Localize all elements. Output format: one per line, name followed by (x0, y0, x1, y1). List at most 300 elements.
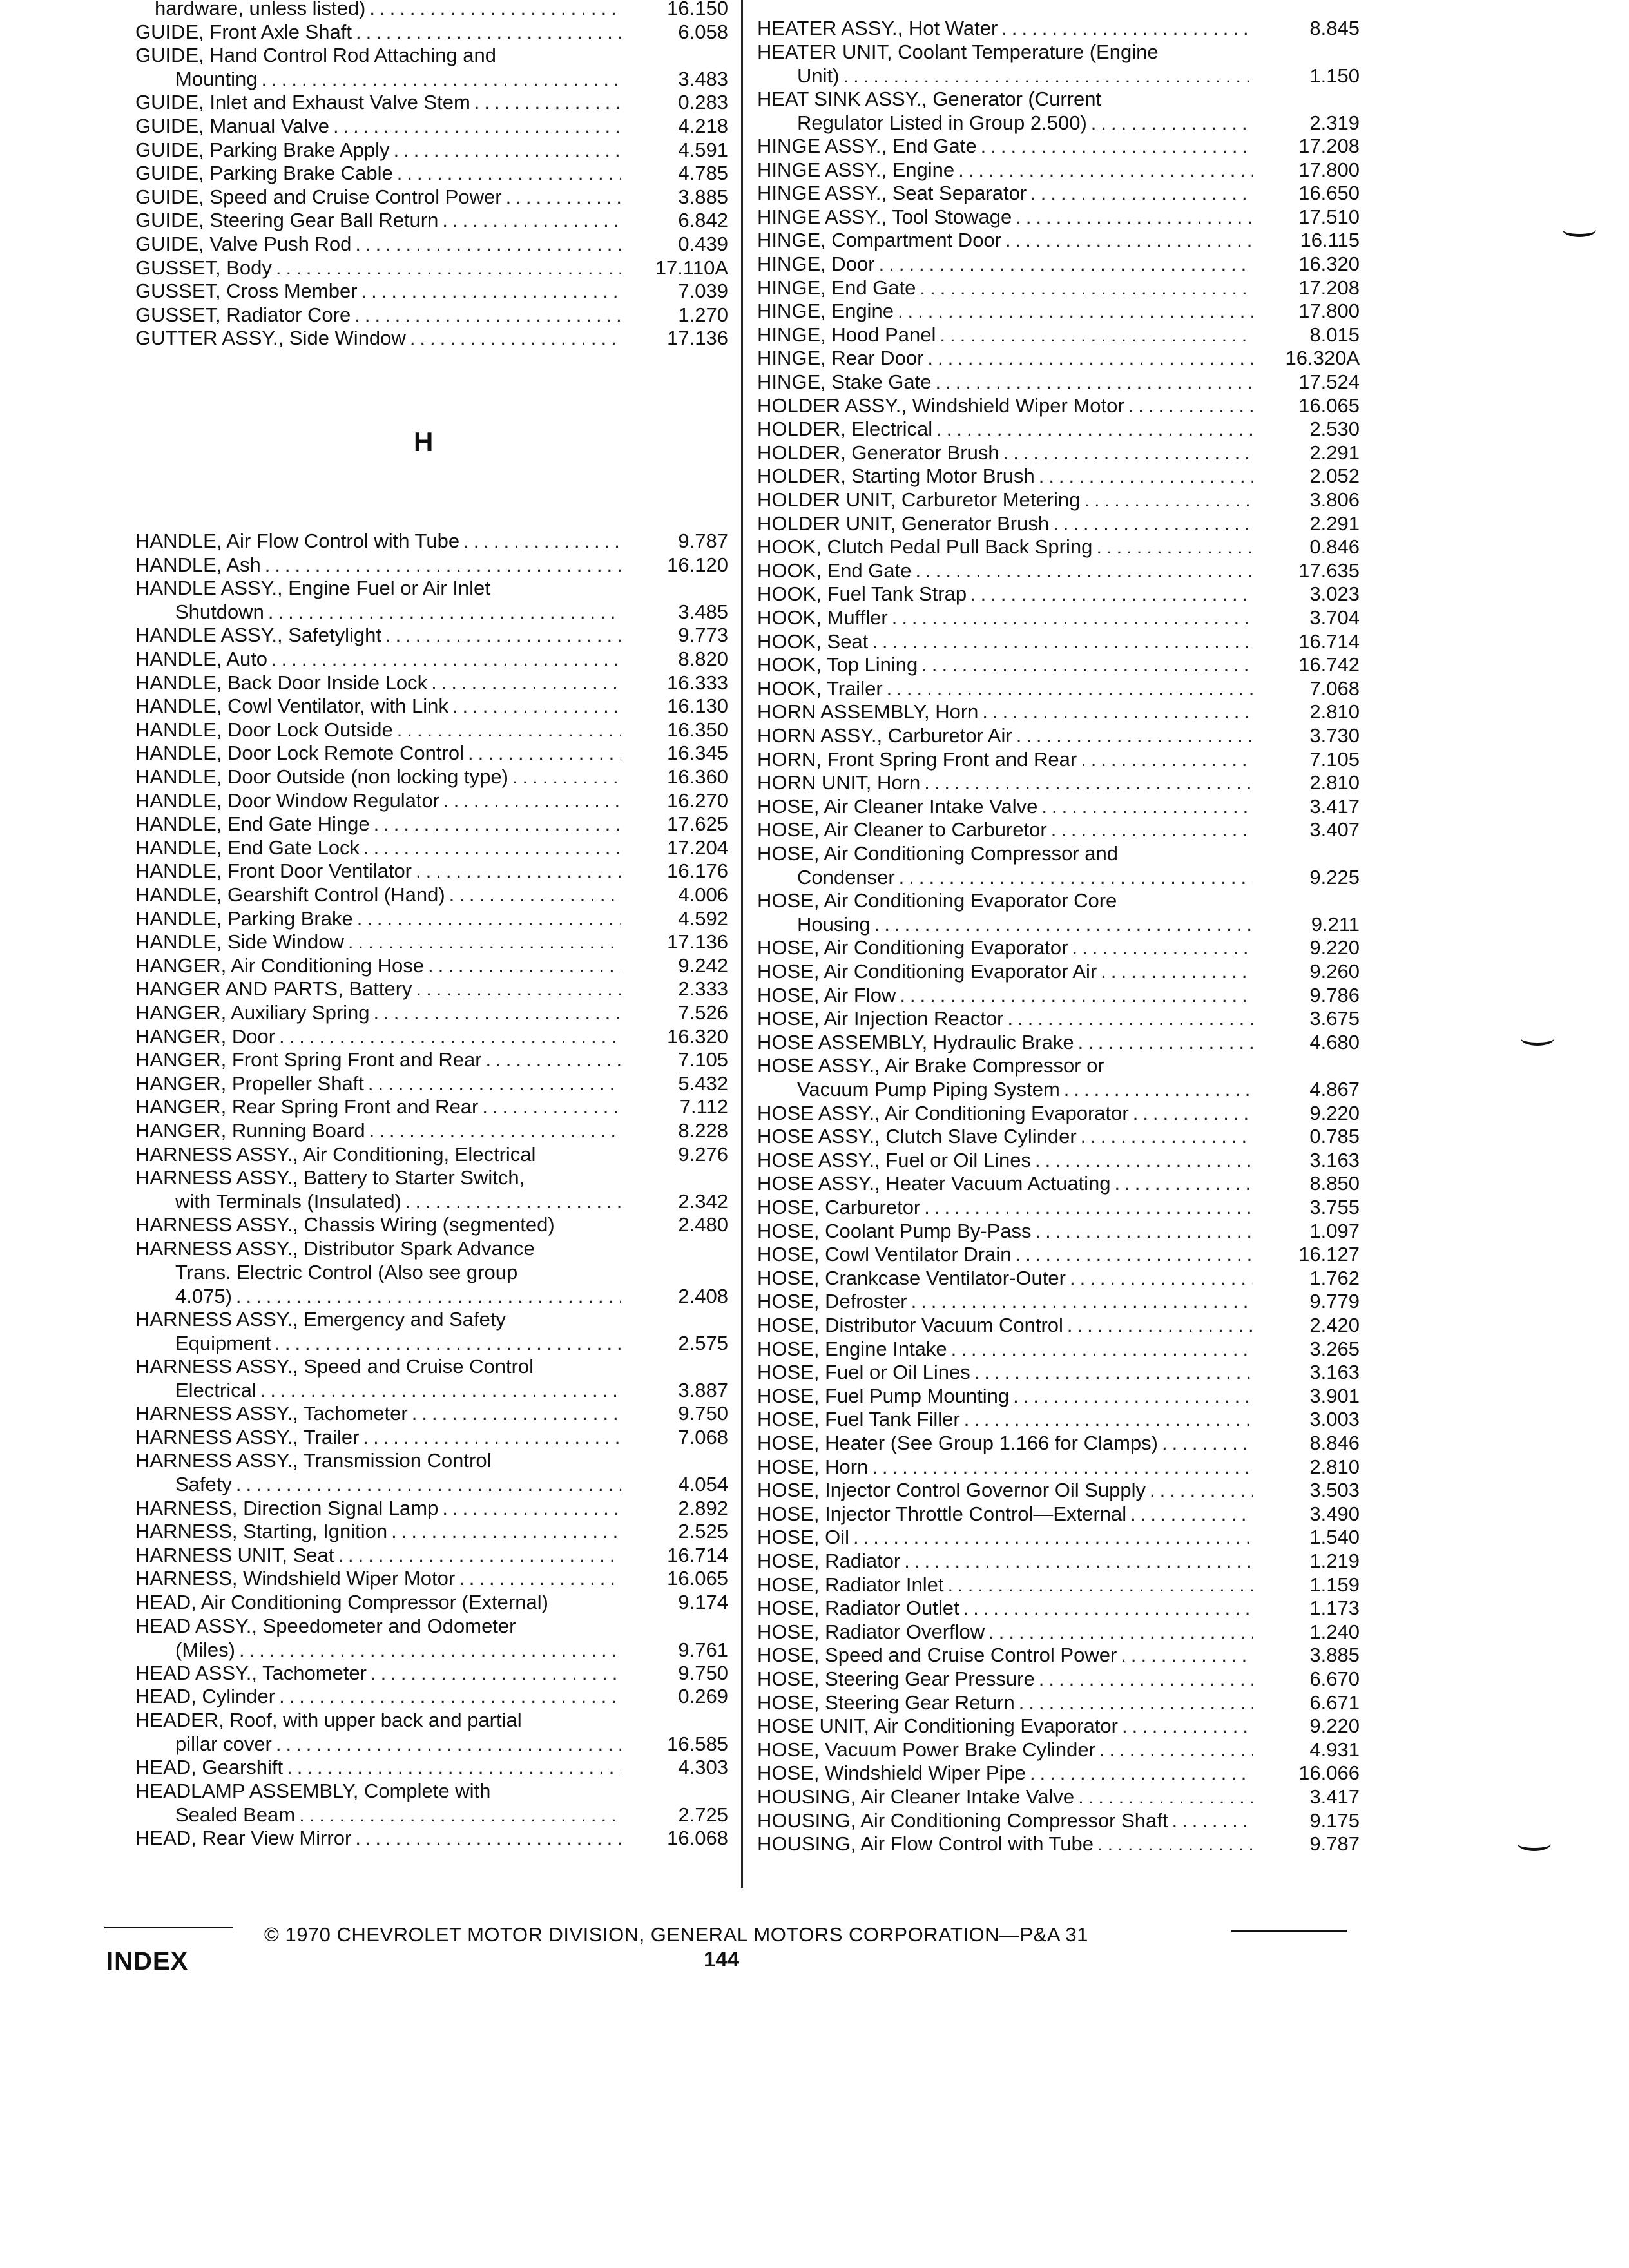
index-entry (757, 1714, 1360, 1738)
dot-leader (1128, 394, 1253, 418)
dot-leader (982, 700, 1253, 724)
entry-title: GUIDE, Parking Brake Apply (135, 138, 390, 161)
dot-leader (357, 907, 621, 930)
dot-leader (1162, 1431, 1253, 1455)
dot-leader (887, 677, 1253, 700)
entry-title: HEADLAMP ASSEMBLY, Complete with (135, 1779, 491, 1802)
entry-page-ref: 7.068 (1309, 677, 1360, 700)
entry-page-ref: 17.524 (1298, 370, 1360, 393)
index-entry (135, 1566, 728, 1590)
dot-leader (363, 836, 621, 860)
dot-leader (1001, 16, 1253, 40)
dot-leader (374, 812, 621, 836)
dot-leader (879, 252, 1253, 276)
entry-page-ref: 3.485 (678, 601, 728, 624)
entry-title: HANDLE, Door Lock Outside (135, 718, 393, 741)
dot-leader (1115, 1171, 1253, 1195)
dot-leader (449, 883, 621, 907)
entry-title: HOSE, Coolant Pump By-Pass (757, 1219, 1032, 1242)
index-entry (135, 1236, 728, 1308)
index-entry (135, 1142, 728, 1166)
dot-leader (512, 765, 621, 789)
entry-title: HOLDER ASSY., Windshield Wiper Motor (757, 394, 1124, 417)
dot-leader (911, 1289, 1253, 1313)
dot-leader (927, 346, 1253, 370)
entry-page-ref: 2.810 (1309, 700, 1360, 724)
entry-title: HOSE, Cowl Ventilator Drain (757, 1243, 1012, 1266)
entry-title: HANGER, Air Conditioning Hose (135, 954, 424, 977)
index-entry (135, 1401, 728, 1425)
entry-page-ref: 16.270 (667, 789, 728, 812)
dot-leader (1019, 1691, 1253, 1715)
entry-page-ref: 16.320A (1285, 347, 1360, 370)
dot-leader (452, 694, 621, 718)
index-entry (135, 647, 728, 671)
entry-title: HOSE, Radiator Overflow (757, 1620, 985, 1643)
entry-page-ref: 4.218 (678, 115, 728, 137)
entry-page-ref: 3.407 (1309, 818, 1360, 841)
index-entry (135, 1496, 728, 1520)
dot-leader (416, 977, 621, 1001)
index-entry (135, 20, 728, 44)
index-entry (757, 1384, 1360, 1408)
dot-leader (1133, 1101, 1253, 1125)
index-entry (757, 1242, 1360, 1266)
entry-title: HOSE, Air Conditioning Evaporator Air (757, 960, 1097, 983)
entry-title: HANDLE ASSY., Engine Fuel or Air Inlet (135, 577, 490, 600)
entry-page-ref: 16.150 (667, 0, 728, 19)
entry-page-ref: 0.269 (678, 1685, 728, 1708)
dot-leader (1051, 818, 1253, 841)
entry-continuation: Electrical (175, 1379, 256, 1401)
entry-page-ref: 4.054 (678, 1473, 728, 1496)
dot-leader (397, 718, 621, 742)
entry-title: HINGE, Hood Panel (757, 323, 936, 346)
dot-leader (1122, 1714, 1253, 1738)
entry-page-ref: 16.350 (667, 718, 728, 741)
entry-title: HOOK, Fuel Tank Strap (757, 582, 967, 606)
dot-leader (1121, 1643, 1253, 1667)
entry-page-ref: 2.525 (678, 1520, 728, 1543)
entry-title: HARNESS, Windshield Wiper Motor (135, 1567, 456, 1590)
index-entry (757, 464, 1360, 488)
entry-title: HEAD ASSY., Speedometer and Odometer (135, 1614, 516, 1637)
entry-page-ref: 16.115 (1300, 229, 1360, 252)
dot-leader (1084, 488, 1253, 512)
entry-title: HOUSING, Air Conditioning Compressor Shaft (757, 1809, 1168, 1832)
dot-leader (1053, 512, 1253, 535)
entry-title: HINGE ASSY., Seat Separator (757, 182, 1027, 205)
index-entry (757, 841, 1360, 889)
dot-leader (391, 1519, 621, 1543)
dot-leader (874, 912, 1253, 936)
index-entry (135, 138, 728, 162)
dot-leader (1039, 464, 1253, 488)
entry-continuation: Housing (797, 913, 871, 936)
entry-title: HOOK, Clutch Pedal Pull Back Spring (757, 535, 1093, 559)
entry-title: HANDLE, Door Lock Remote Control (135, 742, 464, 765)
entry-title: HOSE, Air Flow (757, 983, 896, 1006)
entry-title: GUSSET, Radiator Core (135, 303, 351, 326)
index-entry (135, 789, 728, 812)
entry-page-ref: 16.176 (667, 860, 728, 883)
dot-leader (1099, 1738, 1253, 1762)
entry-page-ref: 17.204 (667, 836, 728, 859)
index-entry (135, 1779, 728, 1827)
dot-leader (1041, 794, 1253, 818)
dot-leader (361, 279, 621, 303)
entry-title: HOSE, Crankcase Ventilator-Outer (757, 1266, 1066, 1289)
entry-title: HOSE, Engine Intake (757, 1337, 947, 1360)
dot-leader (271, 647, 621, 671)
entry-page-ref: 9.260 (1309, 960, 1360, 983)
index-entry (757, 771, 1360, 794)
entry-title: HANGER, Auxiliary Spring (135, 1001, 370, 1024)
index-entry (135, 1543, 728, 1567)
index-entry (135, 741, 728, 765)
entry-title: HANGER AND PARTS, Battery (135, 977, 412, 1001)
dot-leader (904, 1549, 1253, 1573)
index-entry (135, 1024, 728, 1048)
index-entry (135, 1425, 728, 1449)
index-entry (757, 1407, 1360, 1431)
entry-page-ref: 2.892 (678, 1496, 728, 1519)
dot-leader (1016, 724, 1253, 747)
index-entry (135, 1448, 728, 1496)
index-entry (757, 1431, 1360, 1455)
entry-title: HARNESS ASSY., Distributor Spark Advance (135, 1237, 535, 1260)
dot-leader (1003, 441, 1253, 465)
index-entry (757, 700, 1360, 724)
index-entry (757, 441, 1360, 465)
entry-continuation: Equipment (175, 1331, 271, 1354)
entry-title: HOSE, Vacuum Power Brake Cylinder (757, 1738, 1095, 1761)
index-entry (757, 40, 1360, 88)
entry-page-ref: 1.150 (1309, 64, 1360, 87)
entry-page-ref: 5.432 (678, 1072, 728, 1095)
index-entry (757, 1809, 1360, 1832)
entry-page-ref: 2.342 (678, 1190, 728, 1213)
index-entry (757, 1643, 1360, 1667)
dot-leader (1097, 1832, 1253, 1856)
entry-page-ref: 9.220 (1309, 1715, 1360, 1738)
dot-leader (268, 600, 621, 624)
index-entry (757, 1738, 1360, 1762)
dot-leader (963, 1596, 1253, 1620)
entry-title: GUSSET, Body (135, 256, 272, 279)
index-entry (757, 1053, 1360, 1101)
entry-continuation: Mounting (175, 68, 258, 91)
entry-page-ref: 17.208 (1298, 135, 1360, 157)
entry-title: HOUSING, Air Cleaner Intake Valve (757, 1785, 1075, 1808)
index-entry (135, 1614, 728, 1662)
entry-continuation: Shutdown (175, 601, 264, 624)
entry-title: HORN ASSY., Carburetor Air (757, 724, 1012, 747)
entry-title: HANGER, Propeller Shaft (135, 1072, 364, 1095)
entry-continuation: Unit) (797, 64, 840, 87)
entry-page-ref: 3.806 (1309, 488, 1360, 511)
index-entry (757, 794, 1360, 818)
index-entry (135, 694, 728, 718)
dot-leader (872, 629, 1253, 653)
dot-leader (853, 1525, 1253, 1549)
entry-page-ref: 2.333 (678, 977, 728, 1001)
entry-page-ref: 3.163 (1309, 1148, 1360, 1171)
index-entry (135, 907, 728, 930)
entry-page-ref: 7.526 (678, 1001, 728, 1024)
entry-page-ref: 16.065 (667, 1567, 728, 1590)
index-entry (757, 488, 1360, 512)
entry-title: HOLDER UNIT, Generator Brush (757, 512, 1050, 535)
dot-leader (1078, 1030, 1253, 1054)
index-entry (757, 535, 1360, 559)
entry-page-ref: 7.068 (678, 1425, 728, 1448)
entry-title: GUIDE, Parking Brake Cable (135, 162, 393, 185)
entry-title: HOOK, Seat (757, 629, 869, 653)
entry-title: HANDLE ASSY., Safetylight (135, 624, 381, 647)
index-entry (135, 1755, 728, 1779)
dot-leader (1150, 1478, 1253, 1502)
entry-page-ref: 9.220 (1309, 936, 1360, 959)
dot-leader (924, 1195, 1253, 1219)
entry-page-ref: 0.785 (1309, 1125, 1360, 1148)
index-entry (135, 576, 728, 624)
entry-page-ref: 9.211 (1311, 913, 1360, 936)
entry-title: HOSE, Air Cleaner Intake Valve (757, 794, 1038, 818)
index-entry (757, 1596, 1360, 1620)
entry-title: HOSE ASSY., Clutch Slave Cylinder (757, 1125, 1077, 1148)
index-entry (757, 1832, 1360, 1856)
entry-title: HARNESS, Starting, Ignition (135, 1520, 388, 1543)
entry-title: GUTTER ASSY., Side Window (135, 327, 406, 350)
entry-continuation: Vacuum Pump Piping System (797, 1078, 1060, 1101)
dot-leader (236, 1284, 621, 1308)
index-entry (757, 370, 1360, 394)
index-entry (135, 623, 728, 647)
index-entry (135, 0, 728, 20)
dot-leader (486, 1048, 621, 1072)
entry-title: HARNESS ASSY., Battery to Starter Switch, (135, 1166, 525, 1189)
entry-page-ref: 17.800 (1298, 158, 1360, 181)
entry-page-ref: 3.901 (1309, 1384, 1360, 1407)
index-entry (135, 1095, 728, 1119)
entry-page-ref: 1.159 (1309, 1573, 1360, 1596)
index-entry (757, 724, 1360, 747)
entry-continuation: Safety (175, 1473, 232, 1496)
dot-leader (394, 138, 621, 162)
entry-page-ref: 16.333 (667, 671, 728, 694)
entry-title: GUIDE, Valve Push Rod (135, 233, 352, 255)
entry-page-ref: 3.003 (1309, 1408, 1360, 1431)
index-entry (135, 718, 728, 742)
entry-title: HOOK, Top Lining (757, 653, 918, 677)
dot-leader (348, 930, 621, 954)
entry-page-ref: 9.761 (678, 1638, 728, 1661)
index-entry (757, 936, 1360, 959)
entry-page-ref: 16.320 (667, 1024, 728, 1048)
entry-page-ref: 6.058 (678, 20, 728, 43)
entry-title: HOSE, Injector Control Governor Oil Supply (757, 1479, 1146, 1502)
entry-title: GUIDE, Steering Gear Ball Return (135, 209, 439, 232)
entry-page-ref: 3.885 (1309, 1644, 1360, 1667)
entry-title: HANDLE, Air Flow Control with Tube (135, 530, 460, 552)
dot-leader (951, 1337, 1253, 1361)
dot-leader (279, 1684, 621, 1708)
entry-title: HOSE, Air Conditioning Evaporator Core (757, 889, 1117, 912)
dot-leader (1096, 535, 1253, 559)
entry-page-ref: 3.417 (1309, 1785, 1360, 1808)
entry-title: HOSE, Horn (757, 1455, 869, 1478)
entry-page-ref: 9.786 (1309, 983, 1360, 1006)
dot-leader (368, 1072, 621, 1095)
index-entry (135, 977, 728, 1001)
index-entry (757, 1620, 1360, 1644)
dot-leader (1078, 1785, 1253, 1809)
dot-leader (1072, 936, 1253, 959)
dot-leader (1030, 181, 1253, 205)
entry-page-ref: 9.773 (678, 624, 728, 647)
entry-title: HARNESS ASSY., Emergency and Safety (135, 1307, 506, 1331)
index-entry (757, 582, 1360, 606)
index-entry (135, 114, 728, 138)
entry-page-ref: 17.800 (1298, 300, 1360, 323)
entry-title: HARNESS ASSY., Speed and Cruise Control (135, 1355, 534, 1378)
index-entry (135, 161, 728, 185)
entry-continuation: Trans. Electric Control (Also see group (175, 1261, 518, 1283)
dot-leader (872, 1455, 1253, 1479)
index-entry (757, 1455, 1360, 1479)
entry-page-ref: 6.671 (1309, 1691, 1360, 1714)
dot-leader (1070, 1266, 1253, 1290)
dot-leader (1091, 111, 1253, 135)
dot-leader (397, 161, 621, 185)
dot-leader (936, 417, 1253, 441)
footer-copyright: © 1970 CHEVROLET MOTOR DIVISION, GENERAL MOTORS CORPORATION—P&A 31 (264, 1923, 1088, 1946)
dot-leader (1005, 228, 1253, 252)
entry-title: HOSE, Defroster (757, 1290, 907, 1313)
dot-leader (355, 1826, 621, 1850)
index-entry (757, 512, 1360, 535)
index-entry (135, 836, 728, 860)
entry-title: HANGER, Door (135, 1024, 276, 1048)
entry-title: HOOK, Muffler (757, 606, 888, 629)
entry-page-ref: 16.130 (667, 695, 728, 718)
index-entry (757, 1101, 1360, 1125)
dot-leader (892, 606, 1253, 629)
entry-title: HANDLE, Side Window (135, 930, 344, 954)
entry-title: HEATER UNIT, Coolant Temperature (Engine (757, 40, 1159, 63)
entry-page-ref: 9.750 (678, 1402, 728, 1425)
entry-page-ref: 8.820 (678, 648, 728, 670)
dot-leader (239, 1638, 621, 1662)
entry-title: HEAD ASSY., Tachometer (135, 1661, 367, 1684)
entry-page-ref: 8.228 (678, 1119, 728, 1142)
entry-page-ref: 2.530 (1309, 418, 1360, 441)
entry-page-ref: 4.931 (1309, 1738, 1360, 1761)
dot-leader (468, 741, 621, 765)
entry-title: HOUSING, Air Flow Control with Tube (757, 1832, 1094, 1856)
index-entry (135, 1072, 728, 1095)
dot-leader (947, 1573, 1253, 1597)
entry-page-ref: 0.846 (1309, 535, 1360, 559)
entry-page-ref: 9.787 (1309, 1832, 1360, 1856)
entry-page-ref: 1.540 (1309, 1526, 1360, 1549)
index-entry (135, 232, 728, 256)
entry-page-ref: 9.779 (1309, 1290, 1360, 1313)
index-entry (135, 1307, 728, 1355)
entry-title: HOSE ASSY., Air Conditioning Evaporator (757, 1101, 1129, 1124)
dot-leader (369, 1119, 621, 1142)
index-entry (757, 747, 1360, 771)
index-entry (135, 812, 728, 836)
page-number: 144 (704, 1947, 740, 1971)
index-entry (135, 1048, 728, 1072)
dot-leader (463, 529, 621, 553)
entry-page-ref: 9.174 (678, 1591, 728, 1613)
entry-page-ref: 17.136 (667, 930, 728, 954)
index-entry (135, 303, 728, 327)
entry-title: HEAT SINK ASSY., Generator (Current (757, 87, 1102, 110)
entry-title: HARNESS ASSY., Trailer (135, 1425, 360, 1448)
index-entry (757, 417, 1360, 441)
entry-title: HANDLE, Door Window Regulator (135, 789, 440, 812)
dot-leader (970, 582, 1253, 606)
entry-page-ref: 16.714 (1298, 629, 1360, 653)
entry-title: HINGE ASSY., Tool Stowage (757, 205, 1012, 228)
entry-title: HOSE, Carburetor (757, 1196, 921, 1218)
index-entry (135, 1684, 728, 1708)
binding-mark (1521, 1031, 1554, 1046)
entry-title: HOLDER, Starting Motor Brush (757, 465, 1035, 488)
entry-title: HARNESS ASSY., Tachometer (135, 1402, 408, 1425)
entry-page-ref: 1.240 (1309, 1620, 1360, 1643)
entry-page-ref: 4.867 (1309, 1078, 1360, 1101)
dot-leader (369, 0, 621, 20)
index-entry (135, 859, 728, 883)
entry-continuation: 4.075) (175, 1285, 232, 1307)
entry-title: HOSE, Fuel or Oil Lines (757, 1361, 970, 1384)
dot-leader (1016, 205, 1253, 229)
entry-title: HOLDER, Electrical (757, 418, 933, 441)
dot-leader (958, 158, 1253, 182)
index-entry (135, 930, 728, 954)
footer-rule-right (1231, 1930, 1347, 1932)
index-entry (135, 185, 728, 209)
entry-page-ref: 4.006 (678, 883, 728, 906)
index-entry (135, 553, 728, 577)
dot-leader (1013, 1384, 1253, 1408)
index-entry (135, 1661, 728, 1685)
entry-title: HINGE ASSY., Engine (757, 158, 955, 181)
entry-page-ref: 16.320 (1298, 253, 1360, 275)
entry-title: HOOK, End Gate (757, 559, 912, 582)
index-entry (757, 959, 1360, 983)
entry-page-ref: 2.319 (1309, 111, 1360, 134)
entry-page-ref: 8.846 (1309, 1432, 1360, 1454)
index-entry (757, 1691, 1360, 1715)
entry-title: HOLDER UNIT, Carburetor Metering (757, 488, 1081, 511)
index-entry (757, 1289, 1360, 1313)
dot-leader (899, 865, 1253, 889)
dot-leader (898, 299, 1253, 323)
index-entry (757, 1785, 1360, 1809)
dot-leader (1130, 1502, 1253, 1526)
dot-leader (843, 64, 1253, 88)
entry-title: HEAD, Cylinder (135, 1685, 276, 1708)
entry-continuation: with Terminals (Insulated) (175, 1190, 401, 1213)
entry-page-ref: 9.242 (678, 954, 728, 977)
entry-page-ref: 3.503 (1309, 1479, 1360, 1502)
